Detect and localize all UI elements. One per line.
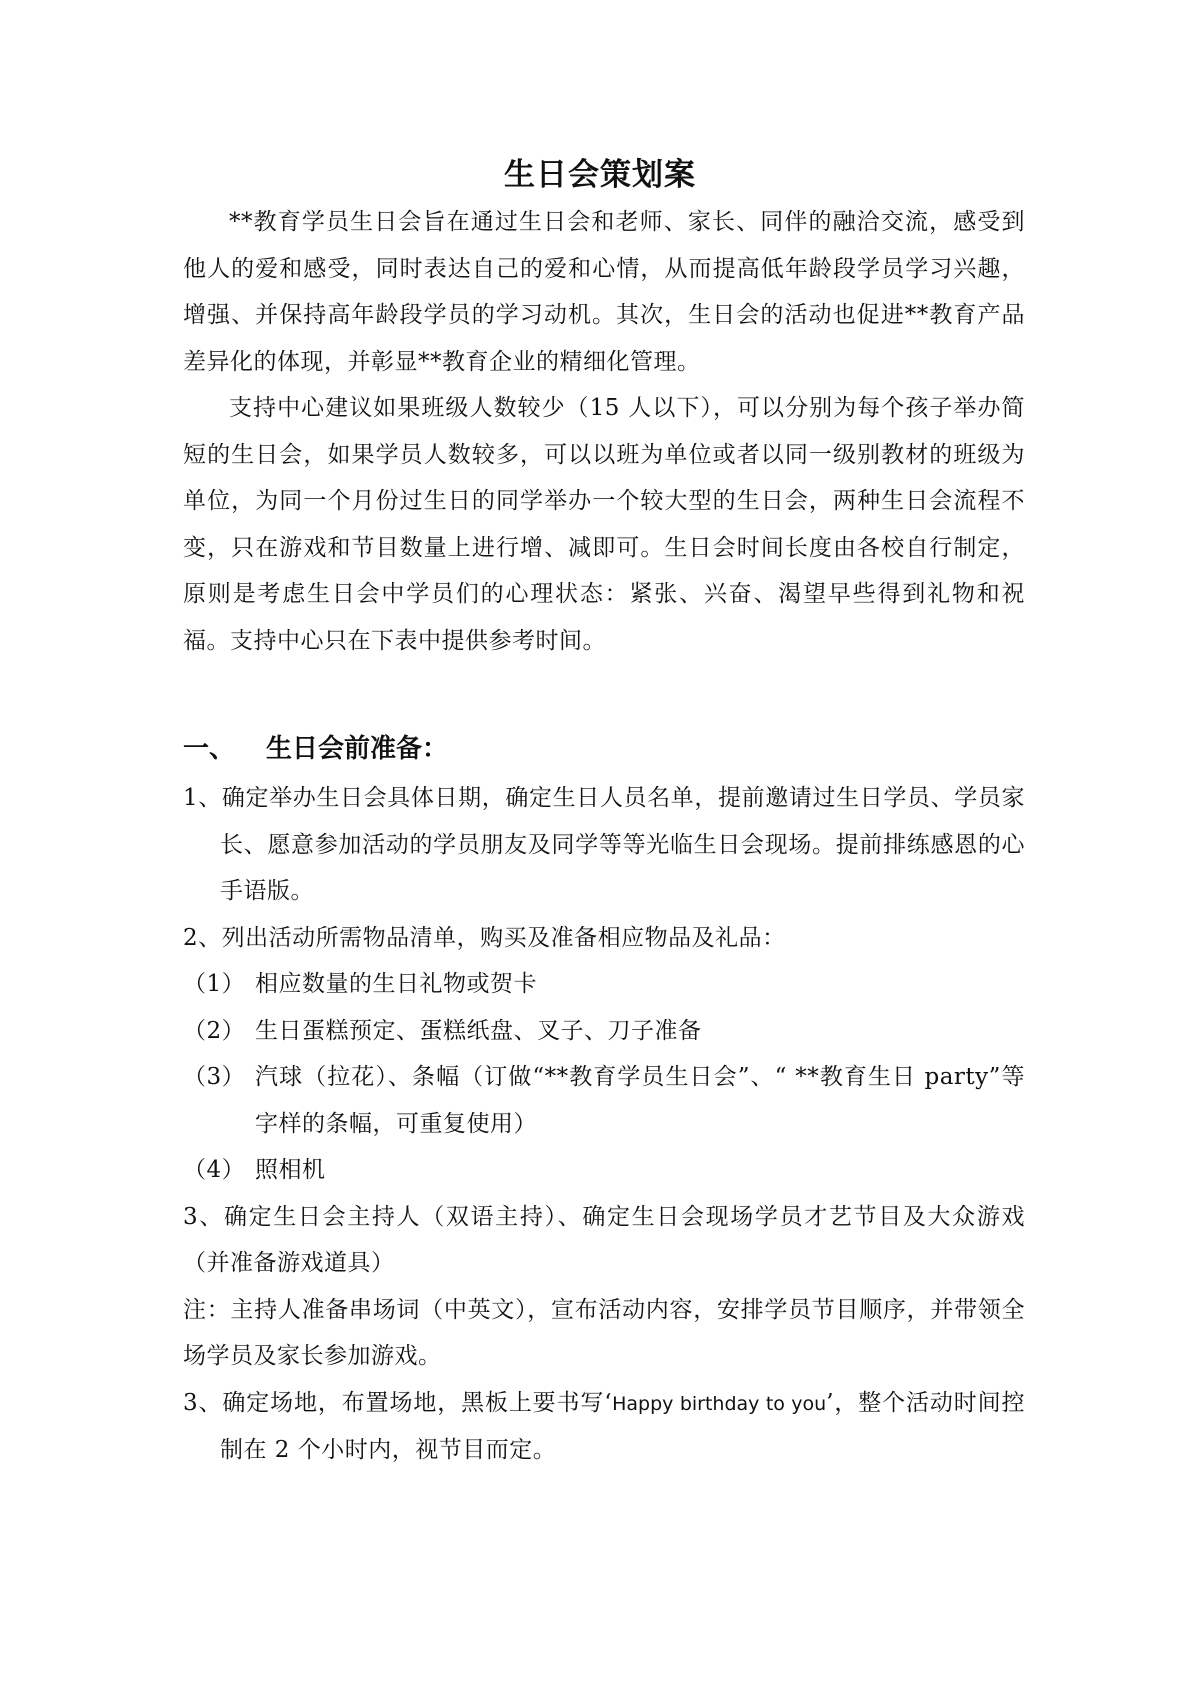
intro-paragraph-2: 支持中心建议如果班级人数较少（15 人以下），可以分别为每个孩子举办简短的生日会，如果学员人数较多，可以以班为单位或者以同一级别教材的班级为单位，为同一个月份过生日的同学举办一个较大型的生日会，两种生日会流程不变，只在游戏和节目数量上进行增、减即可。生日会时间长度由各校自行制定，原则是考虑生日会中学员们的心理状态：紧张、兴奋、渴望早些得到礼物和祝福。支持中心只在下表中提供参考时间。	[183, 395, 1025, 654]
preparation-list	[183, 775, 1025, 1474]
intro-section	[183, 199, 1025, 664]
sub-item-text: 相应数量的生日礼物或贺卡	[255, 971, 537, 997]
section-heading-1	[183, 727, 1025, 771]
venue-text-end: ’，整个活动时间控制在 2 个小时内，视节目而定。	[220, 1389, 1025, 1463]
sub-item-marker: （3）	[183, 1064, 246, 1090]
list-item-3-venue	[183, 1380, 1025, 1474]
document-title: 生日会策划案	[504, 157, 696, 193]
list-item-1: 1、确定举办生日会具体日期，确定生日人员名单，提前邀请过生日学员、学员家长、愿意参加活动的学员朋友及同学等等光临生日会现场。提前排练感恩的心手语版。	[183, 785, 1025, 904]
intro-paragraph-1: **教育学员生日会旨在通过生日会和老师、家长、同伴的融洽交流，感受到他人的爱和感受，同时表达自己的爱和心情，从而提高低年龄段学员学习兴趣，增强、并保持高年龄段学员的学习动机。其次，生日会的活动也促进**教育产品差异化的体现，并彰显**教育企业的精细化管理。	[183, 209, 1025, 375]
sub-item-text: 生日蛋糕预定、蛋糕纸盘、叉子、刀子准备	[255, 1017, 702, 1044]
list-item-3-host: 3、确定生日会主持人（双语主持）、确定生日会现场学员才艺节目及大众游戏（并准备游戏道具）	[183, 1203, 1025, 1276]
sub-item-text: 照相机	[255, 1157, 326, 1183]
sub-item-2	[183, 1008, 1025, 1055]
venue-english-phrase: Happy birthday to you	[612, 1392, 827, 1415]
sub-item-marker: （4）	[183, 1157, 246, 1183]
sub-item-text: 汽球（拉花）、条幅（订做“**教育学员生日会”、“ **教育生日 party”等字样的条幅，可重复使用）	[255, 1064, 1025, 1137]
section-heading-text: 生日会前准备：	[266, 734, 449, 764]
sub-item-1	[183, 961, 1025, 1008]
sub-item-marker: （1）	[183, 971, 246, 997]
list-item-2: 2、列出活动所需物品清单，购买及准备相应物品及礼品：	[183, 924, 786, 951]
section-number: 一、	[183, 734, 236, 764]
venue-text-start: 3、确定场地，布置场地，黑板上要书写‘	[183, 1389, 613, 1416]
sub-item-4	[183, 1147, 1025, 1194]
sub-item-marker: （2）	[183, 1017, 246, 1044]
host-note: 注：主持人准备串场词（中英文），宣布活动内容，安排学员节目顺序，并带领全场学员及家长参加游戏。	[183, 1296, 1025, 1369]
sub-item-3	[183, 1054, 1025, 1147]
